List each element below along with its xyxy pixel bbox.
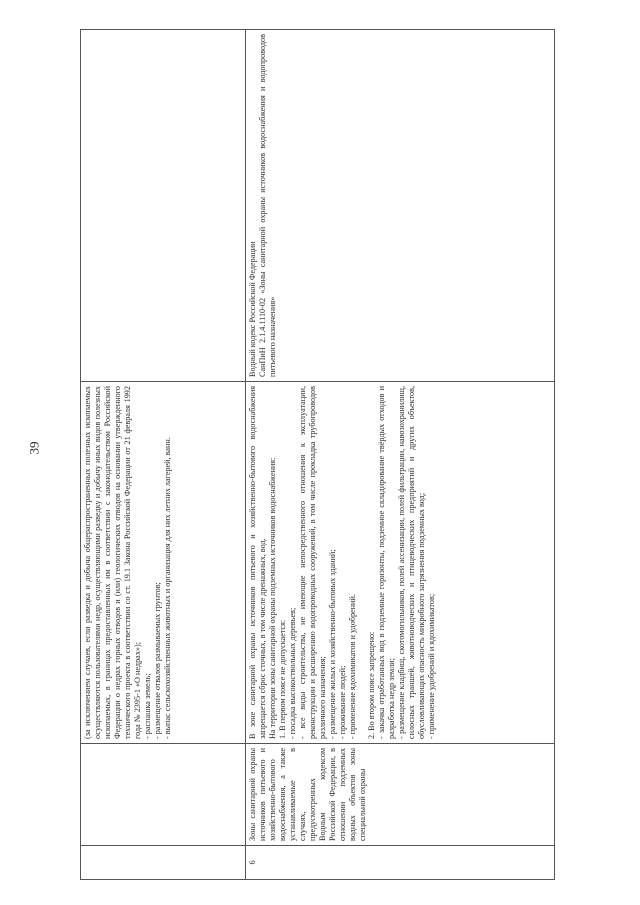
table-row bbox=[246, 30, 555, 880]
zone-name-cell bbox=[81, 744, 246, 846]
requirement-text: - посадка высокоствольных деревьев; bbox=[288, 607, 297, 739]
requirement-text: 1. В первом поясе не допускается: bbox=[278, 619, 287, 739]
requirement-text: - применение удобрений и ядохимикатов; bbox=[427, 593, 436, 739]
row-number-cell: 6 bbox=[246, 846, 555, 880]
restrictions-table bbox=[80, 29, 555, 880]
source-cell bbox=[81, 30, 246, 382]
requirement-text: - закачка отработанных вод в подземные горизонты, подземное складирование твёрдых отходов и разработка недр земли; bbox=[377, 386, 396, 739]
requirement-text: - размещение кладбищ, скотомогильников, полей ассенизации, полей фильтрации, навозохранилищ, силосных траншей, животноводческих и птицеводческих предприятий и других объектов, обусловливающих опасность микробного загрязнения подземных вод; bbox=[397, 386, 426, 739]
requirement-text: - распашка земель; bbox=[143, 673, 152, 739]
source-text: Водный кодекс Российской Федерации bbox=[248, 241, 257, 377]
source-cell bbox=[246, 30, 555, 382]
requirements-cell bbox=[81, 382, 246, 744]
requirement-text: - применение ядохимикатов и удобрений. bbox=[348, 594, 357, 739]
page-number: 39 bbox=[26, 441, 42, 455]
row-number-cell bbox=[81, 846, 246, 880]
requirement-text: В зоне санитарной охраны источников питьевого и хозяйственно-бытового водоснабжения запрещается сброс сточных, в том числе дренажных, вод. bbox=[248, 386, 267, 739]
requirement-text: На территории зоны санитарной охраны подземных источников водоснабжения: bbox=[268, 457, 277, 739]
requirement-text: - размещение отвалов размываемых грунтов; bbox=[153, 582, 162, 739]
zone-name-cell: Зоны санитарной охраны источников питьевого и хозяйственно-бытового водоснабжения, а также устанавливаемые в случаях, предусмотренных Водным кодексом Российской Федерации, в отношении подземных водных объектов зоны специальной охраны bbox=[246, 744, 555, 846]
requirement-text: (за исключением случаев, если разведка и добыча общераспространенных полезных ископаемых осуществляются пользователями недр, осуществляющими разведку и добычу иных видов полезных ископаемых, в границах предоставленных им в соответствии с законодательством Российской Федерации о недрах горных отводов и (или) геологических отводов на основании утвержденного технического проекта в соответствии со ст. 19.1 Закона Российской Федерации от 21 февраля 1992 года № 2395-1 «О недрах»); bbox=[83, 386, 142, 739]
requirements-cell bbox=[246, 382, 555, 744]
requirement-text: - все виды строительства, не имеющие непосредственного отношения к эксплуатации, реконструкции и расширению водопроводных сооружений, в том числе прокладка трубопроводов различного назначения; bbox=[298, 386, 327, 739]
requirement-text: - размещение жилых и хозяйственно-бытовых зданий; bbox=[328, 549, 337, 739]
requirement-text: 2. Во втором поясе запрещено: bbox=[367, 631, 376, 739]
requirement-text: - выпас сельскохозяйственных животных и организация для них летних лагерей, ванн. bbox=[163, 437, 172, 739]
source-text: СанПиН 2.1.4.1110-02 «Зоны санитарной охраны источников водоснабжения и водопроводов питьевого назначения» bbox=[258, 34, 277, 377]
requirement-text: - проживание людей; bbox=[338, 665, 347, 739]
rotated-table-area bbox=[80, 30, 560, 880]
table-row bbox=[81, 30, 246, 880]
paragraph-gap bbox=[358, 386, 367, 739]
